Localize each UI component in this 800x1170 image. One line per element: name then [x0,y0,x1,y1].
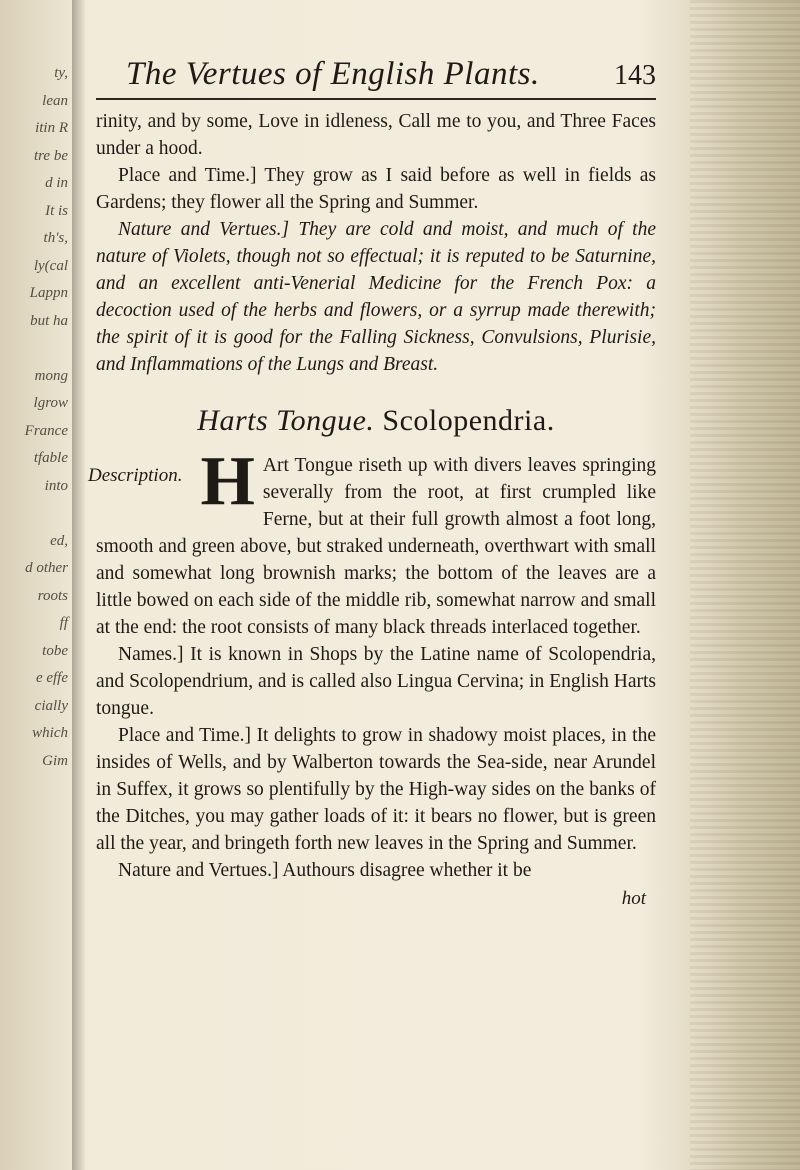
margin-fragment: lean [42,92,68,109]
description-block [88,443,656,641]
heading-english: Harts Tongue. [197,404,375,437]
margin-fragment: ly(cal [33,257,68,274]
margin-fragment [0,500,78,528]
gutter-shadow [72,0,86,1170]
margin-fragment: ty, [54,65,68,81]
harts-tongue-heading [96,404,656,438]
page-edge [690,0,800,1170]
nature-paragraph: Nature and Vertues.] Authours disagree whether it be [118,860,532,881]
margin-fragment: ff [59,615,68,631]
margin-fragment: d in [45,175,68,191]
page-number: 143 [614,60,656,91]
margin-fragment: tfable [33,450,68,466]
margin-fragment: e effe [35,670,68,686]
margin-fragment: It is [45,202,68,219]
violets-names-paragraph: rinity, and by some, Love in idleness, Call me to you, and Three Faces under a hood. [96,111,656,159]
margin-fragment: itin R [35,120,68,136]
margin-fragment: roots [37,587,68,604]
margin-fragment: cially [34,697,68,714]
running-head [96,50,656,100]
violets-nature-paragraph: Nature and Vertues.] They are cold and moist, and much of the nature of Violets, though not so effectual; it is reputed to be Saturnine, and an excellent anti-Venerial Medicine for the French Pox: a decoction used of the herbs and flowers, or a syrrup made therewith; the spirit of it is good for the Falling Sickness, Convulsions, Plurisie, and Inflammations of the Lungs and Breast. [96,219,656,375]
margin-fragment: tre be [33,147,68,164]
heading-latin: Scolopendria. [382,404,555,437]
description-paragraph: Art Tongue riseth up with divers leaves springing severally from the root, at first crumpled like Ferne, but at their full growth almost a foot long, smooth and green above, but straked underneath, overthwart with small and somewhat long brownish marks; the bottom of the leaves are a little bowed on each side of the middle rib, somewhat narrow and small at the end: the root consists of many black threads interlaced together. [96,455,656,638]
names-paragraph: Names.] It is known in Shops by the Latine name of Scolopendria, and Scolopendrium, and is called also Lingua Cervina; in English Harts tongue. [96,644,656,719]
margin-fragment [0,335,78,363]
margin-fragment: th's, [43,230,68,246]
margin-fragment: Gim [42,752,68,769]
margin-fragment: Lappn [29,285,68,301]
text-column [88,50,656,910]
margin-fragment: ed, [50,532,68,549]
margin-fragment: but ha [30,312,68,329]
running-title: The Vertues of English Plants. [126,56,540,92]
margin-fragment: d other [25,560,68,576]
place-paragraph: Place and Time.] It delights to grow in shadowy moist places, in the insides of Wells, and by Walberton towards the Sea-side, near Arundel in Suffex, it grows so plentifully by the High-way sides on the banks of the Ditches, you may gather loads of it: it bears no flower, but is green all the year, and bringeth forth new leaves in the Spring and Summer. [96,725,656,854]
violets-place-paragraph: Place and Time.] They grow as I said before as well in fields as Gardens; they flower all the Spring and Summer. [96,165,656,213]
margin-fragment: mong [34,367,68,384]
margin-fragment: France [24,422,68,439]
margin-fragment: lgrow [33,395,68,411]
margin-fragment: which [32,725,68,741]
facing-page-bleed [0,60,78,820]
margin-fragment: into [44,477,68,494]
description-label: Description. [88,465,183,486]
drop-cap: H [200,443,255,520]
margin-fragment: tobe [42,642,68,659]
catchword: hot [621,888,646,909]
